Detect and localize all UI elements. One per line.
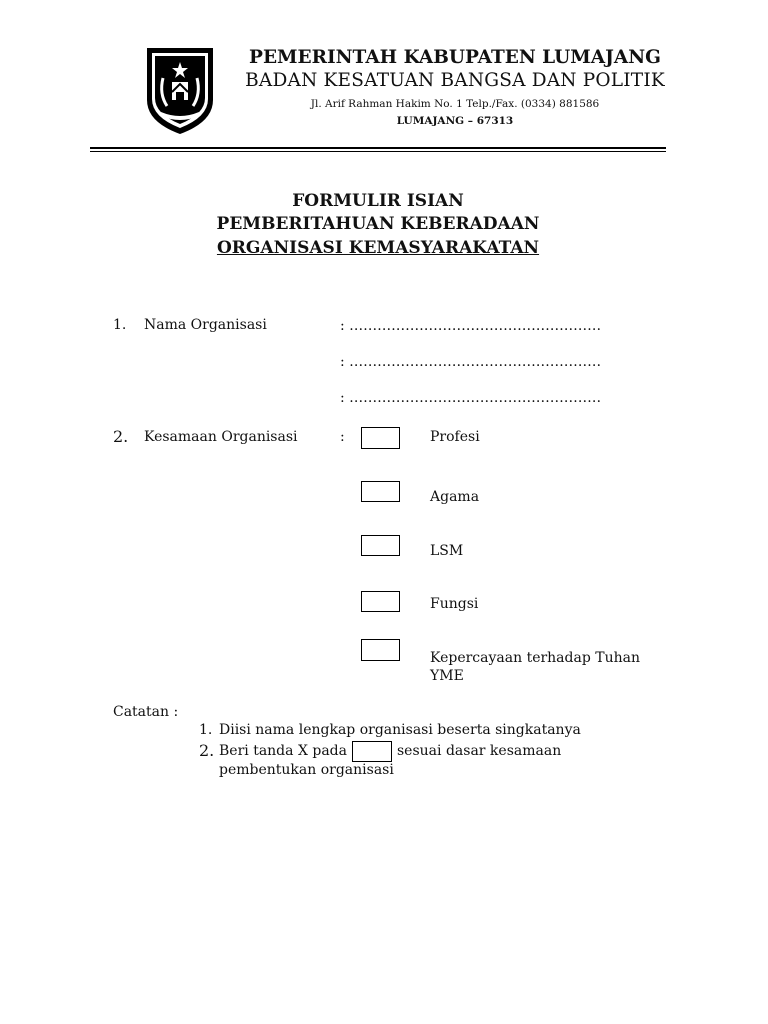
note2-example-box — [352, 741, 392, 762]
org-name-fill-line-2[interactable]: : ……………………………………………… — [340, 354, 602, 370]
form-title-line3: ORGANISASI KEMASYARAKATAN — [216, 238, 540, 258]
note1-text: Diisi nama lengkap organisasi beserta singkatanya — [219, 722, 581, 738]
option-agama-label: Agama — [430, 489, 480, 505]
item2-colon: : — [340, 429, 345, 445]
form-title-line1: FORMULIR ISIAN — [292, 191, 464, 211]
org-name-fill-line-3[interactable]: : ……………………………………………… — [340, 390, 602, 406]
option-kepercayaan-label-cont: YME — [430, 668, 464, 684]
checkbox-profesi[interactable] — [361, 427, 400, 449]
header-divider-thick — [90, 147, 666, 149]
note1-number: 1. — [199, 722, 213, 738]
option-kepercayaan-label: Kepercayaan terhadap Tuhan — [430, 650, 640, 666]
note2-text-a: Beri tanda X pada — [219, 743, 347, 759]
checkbox-lsm[interactable] — [361, 535, 400, 556]
checkbox-fungsi[interactable] — [361, 591, 400, 612]
option-lsm-label: LSM — [430, 543, 464, 559]
option-fungsi-label: Fungsi — [430, 596, 479, 612]
option-profesi-label: Profesi — [430, 429, 480, 445]
header-agency-name: BADAN KESATUAN BANGSA DAN POLITIK — [245, 70, 665, 91]
checkbox-kepercayaan[interactable] — [361, 639, 400, 661]
notes-heading: Catatan : — [113, 704, 179, 720]
header-government-name: PEMERINTAH KABUPATEN LUMAJANG — [249, 47, 661, 68]
item1-number: 1. — [113, 317, 127, 333]
header-divider-thin — [90, 151, 666, 152]
item2-label: Kesamaan Organisasi — [144, 429, 298, 445]
item2-number: 2. — [113, 427, 129, 446]
note2-number: 2. — [199, 741, 215, 760]
header-city-postcode: LUMAJANG – 67313 — [396, 115, 514, 127]
form-title-line2: PEMBERITAHUAN KEBERADAAN — [216, 214, 540, 234]
header-address: Jl. Arif Rahman Hakim No. 1 Telp./Fax. (0334) 881586 — [310, 98, 600, 110]
checkbox-agama[interactable] — [361, 481, 400, 502]
note2-text-b: sesuai dasar kesamaan — [397, 743, 562, 759]
note2-text-c: pembentukan organisasi — [219, 762, 394, 778]
org-name-fill-line-1[interactable]: : ……………………………………………… — [340, 318, 602, 334]
item1-label: Nama Organisasi — [144, 317, 267, 333]
regency-emblem-logo — [141, 42, 219, 136]
